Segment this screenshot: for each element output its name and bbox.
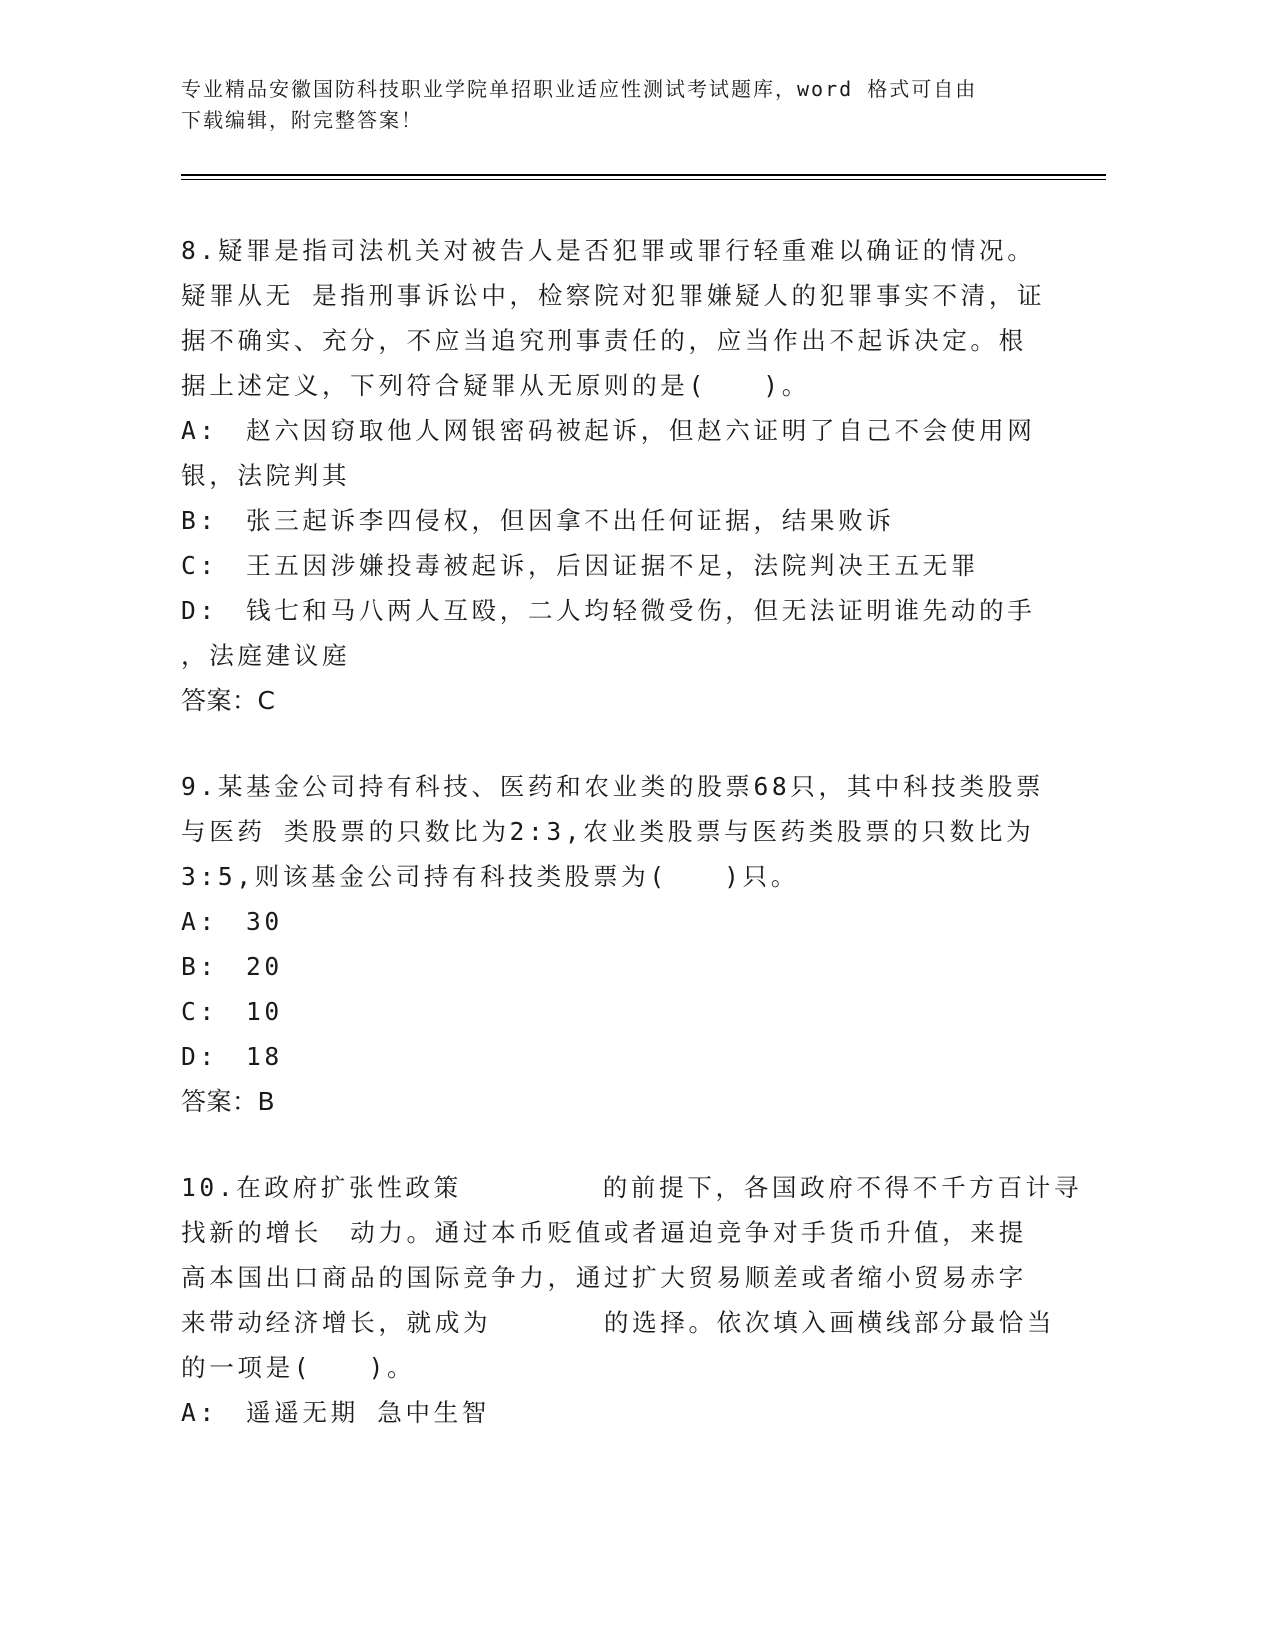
question-stem-line: 3:5,则该基金公司持有科技类股票为( )只。: [181, 862, 799, 891]
question-10: [181, 1165, 1083, 1435]
question-9: [181, 764, 1061, 1124]
question-list: [181, 228, 1083, 1435]
spacer: [181, 723, 1061, 764]
option-d: D: 18: [181, 1042, 283, 1071]
question-stem-line: 9.某基金公司持有科技、医药和农业类的股票68只，其中科技类股票: [181, 772, 1045, 801]
question-stem-line: 的一项是( )。: [181, 1353, 416, 1382]
header-line-1: 专业精品安徽国防科技职业学院单招职业适应性测试考试题库，word 格式可自由: [181, 77, 978, 101]
option-a: A: 30: [181, 907, 283, 936]
question-stem-line: 找新的增长 动力。通过本币贬值或者逼迫竞争对手货币升值，来提: [181, 1218, 1027, 1247]
question-stem-line: 与医药 类股票的只数比为2:3,农业类股票与医药类股票的只数比为: [181, 817, 1035, 846]
option-b: B: 20: [181, 952, 283, 981]
option-a-continued: 银，法院判其: [181, 461, 351, 490]
option-c: C: 王五因涉嫌投毒被起诉，后因证据不足，法院判决王五无罪: [181, 551, 980, 580]
question-8: [181, 228, 1061, 723]
option-c: C: 10: [181, 997, 283, 1026]
question-stem-line: 高本国出口商品的国际竞争力，通过扩大贸易顺差或者缩小贸易赤字: [181, 1263, 1027, 1292]
header-divider-thin: [181, 179, 1106, 180]
header-line-2: 下载编辑，附完整答案！: [181, 108, 423, 132]
option-d-continued: ，法庭建议庭: [181, 641, 351, 670]
answer-label: 答案：C: [181, 686, 276, 715]
page-header: [181, 74, 1041, 136]
question-stem-line: 来带动经济增长，就成为 的选择。依次填入画横线部分最恰当: [181, 1308, 1056, 1337]
question-stem-line: 疑罪从无 是指刑事诉讼中，检察院对犯罪嫌疑人的犯罪事实不清，证: [181, 281, 1046, 310]
option-a: A: 遥遥无期 急中生智: [181, 1398, 490, 1427]
question-stem-line: 8.疑罪是指司法机关对被告人是否犯罪或罪行轻重难以确证的情况。: [181, 236, 1036, 265]
header-divider-thick: [181, 174, 1106, 176]
option-d: D: 钱七和马八两人互殴，二人均轻微受伤，但无法证明谁先动的手: [181, 596, 1036, 625]
option-b: B: 张三起诉李四侵权，但因拿不出任何证据，结果败诉: [181, 506, 895, 535]
question-stem-line: 据不确实、充分，不应当追究刑事责任的，应当作出不起诉决定。根: [181, 326, 1027, 355]
option-a: A: 赵六因窃取他人网银密码被起诉，但赵六证明了自己不会使用网: [181, 416, 1036, 445]
spacer: [181, 1124, 1061, 1165]
answer-label: 答案：B: [181, 1087, 276, 1116]
question-stem-line: 10.在政府扩张性政策 的前提下，各国政府不得不千方百计寻: [181, 1173, 1083, 1202]
question-stem-line: 据上述定义，下列符合疑罪从无原则的是( )。: [181, 371, 810, 400]
